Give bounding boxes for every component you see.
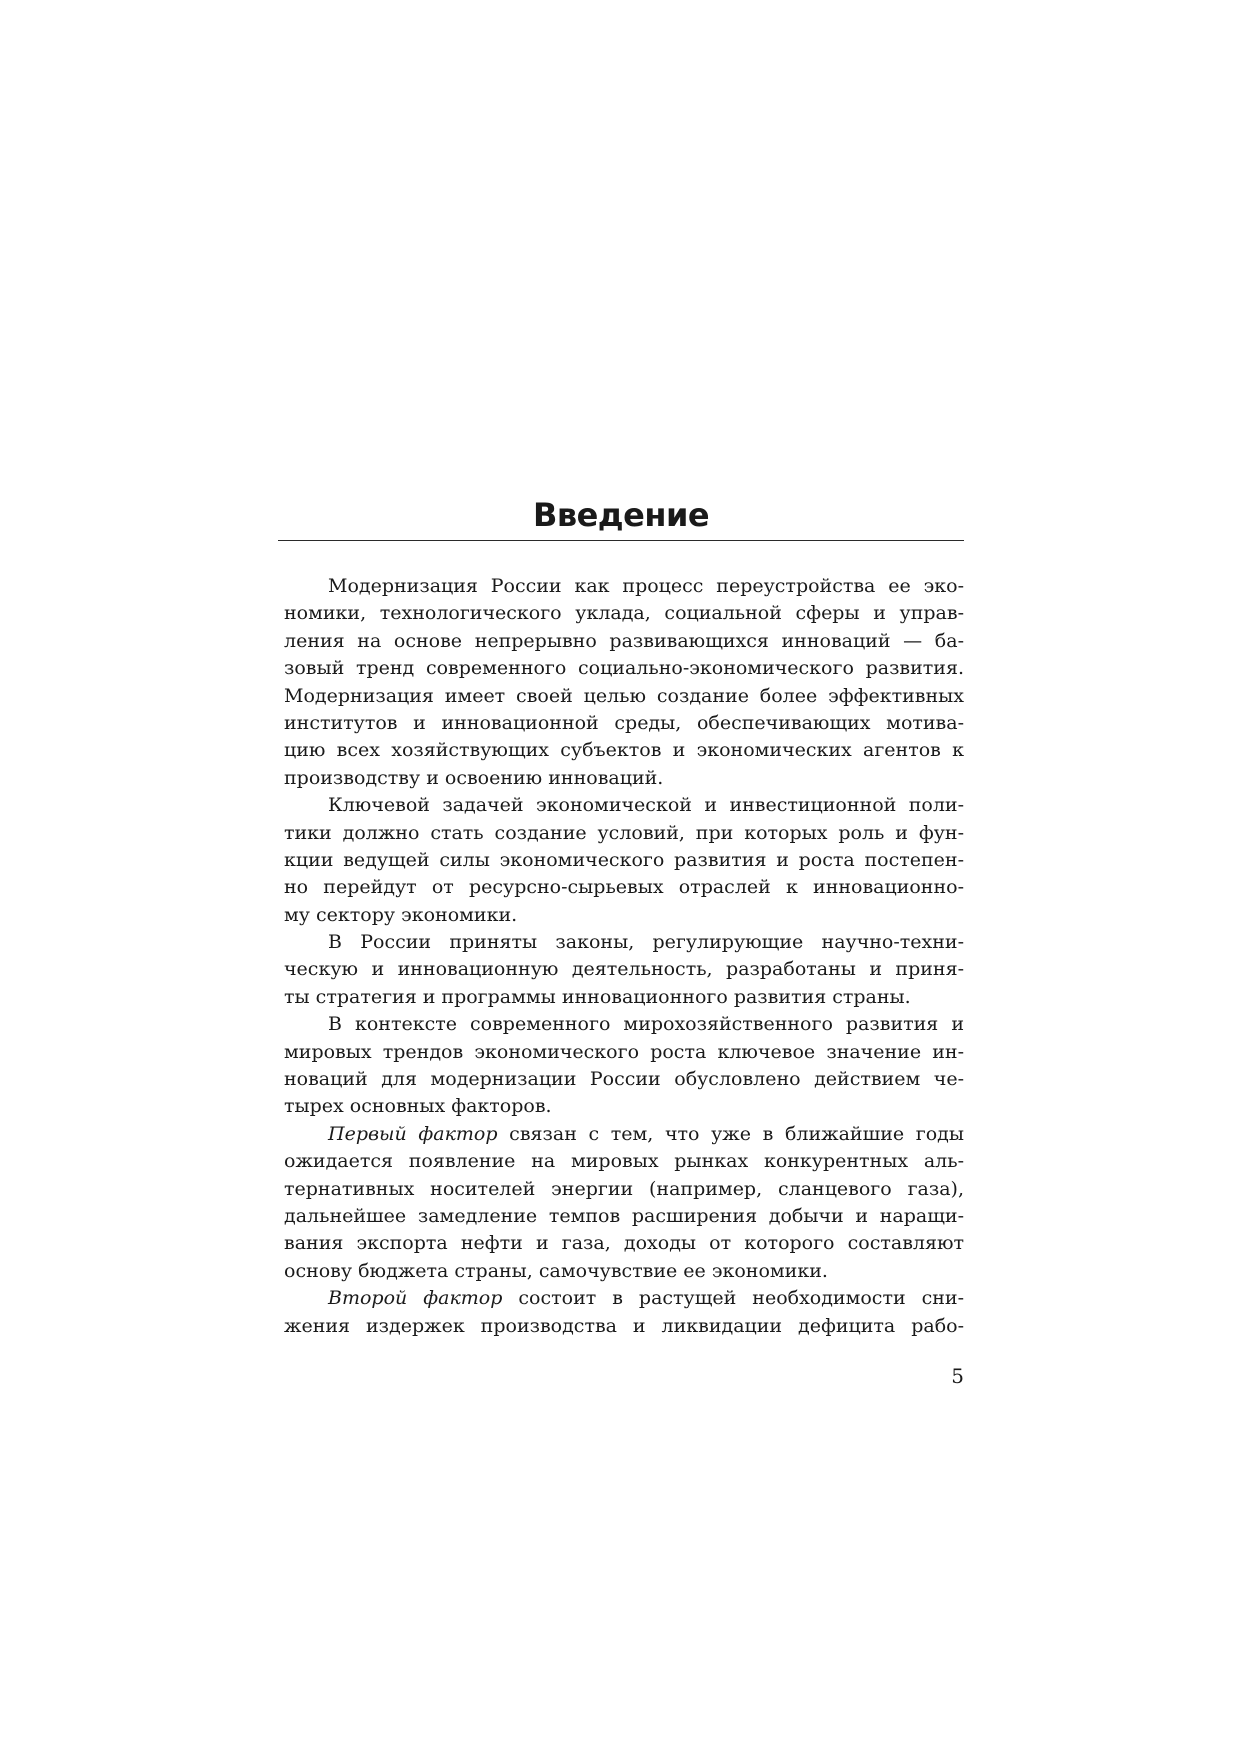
chapter-title: Введение — [532, 496, 710, 534]
text-line: му сектору экономики. — [284, 903, 518, 926]
text-line: В контексте современного мирохозяйственного развития и — [328, 1013, 964, 1036]
text-line: новаций для модернизации России обусловлено действием че- — [284, 1068, 964, 1091]
emphasis-term: Второй фактор — [328, 1287, 503, 1310]
paragraph-2 — [284, 792, 964, 929]
text-line: вания экспорта нефти и газа, доходы от которого составляют — [284, 1232, 964, 1255]
text-line: номики, технологического уклада, социальной сферы и управ- — [284, 602, 964, 625]
text-line: жения издержек производства и ликвидации дефицита рабо- — [284, 1314, 964, 1337]
title-underline — [278, 540, 964, 541]
text-line: производству и освоению инноваций. — [284, 766, 664, 789]
text-line: тики должно стать создание условий, при которых роль и фун- — [284, 821, 964, 844]
emphasis-term: Первый фактор — [328, 1122, 498, 1145]
page-number: 5 — [951, 1364, 964, 1388]
text-line: ческую и инновационную деятельность, разработаны и приня- — [284, 958, 964, 981]
text-line: Модернизация имеет своей целью создание более эффективных — [284, 684, 964, 707]
text-line: мировых трендов экономического роста ключевое значение ин- — [284, 1040, 964, 1063]
text-line: Модернизация России как процесс переустройства ее эко- — [328, 575, 964, 597]
text-line: тырех основных факторов. — [284, 1095, 552, 1118]
text-fragment: состоит в растущей необходимости сни- — [502, 1287, 964, 1310]
text-line: кции ведущей силы экономического развития и роста постепен- — [284, 848, 964, 871]
text-line — [284, 1121, 964, 1148]
text-line: Ключевой задачей экономической и инвестиционной поли- — [328, 794, 964, 817]
text-line: ления на основе непрерывно развивающихся инноваций — ба- — [284, 629, 964, 652]
text-line: зовый тренд современного социально-экономического развития. — [284, 657, 964, 680]
paragraph-3 — [284, 929, 964, 1011]
text-line: В России приняты законы, регулирующие научно-техни- — [328, 931, 964, 954]
text-line — [284, 1285, 964, 1312]
text-line: тернативных носителей энергии (например, сланцевого газа), — [284, 1177, 964, 1200]
text-line: но перейдут от ресурсно-сырьевых отраслей к инновационно- — [284, 876, 964, 899]
text-line: дальнейшее замедление темпов расширения добычи и наращи- — [284, 1204, 964, 1227]
paragraph-5 — [284, 1121, 964, 1285]
paragraph-4 — [284, 1011, 964, 1121]
paragraph-6 — [284, 1285, 964, 1340]
body-text — [284, 573, 964, 1340]
text-line: основу бюджета страны, самочувствие ее экономики. — [284, 1259, 828, 1282]
text-line: институтов и инновационной среды, обеспечивающих мотива- — [284, 711, 964, 734]
text-line: ты стратегия и программы инновационного развития страны. — [284, 985, 911, 1008]
text-line: цию всех хозяйствующих субъектов и экономических агентов к — [284, 739, 964, 762]
text-line: ожидается появление на мировых рынках конкурентных аль- — [284, 1150, 964, 1173]
text-fragment: связан с тем, что уже в ближайшие годы — [497, 1122, 965, 1145]
paragraph-1 — [284, 573, 964, 792]
